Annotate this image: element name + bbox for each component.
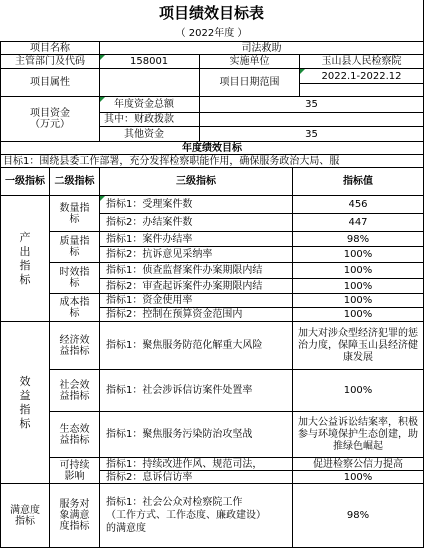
annual-target-heading: 年度绩效目标: [0, 142, 424, 155]
total-funds-value: 35: [200, 97, 424, 113]
header-level3: 三级指标: [100, 168, 293, 196]
header-level1: 一级指标: [0, 168, 50, 196]
project-attribute-value: [100, 69, 200, 97]
indicator-row: 指标1：聚焦服务防范化解重大风险: [100, 322, 293, 370]
level2-quantity: 数量指标: [50, 196, 100, 232]
level2-social: 社会效益指标: [50, 370, 100, 412]
indicator-value: 加大对涉众型经济犯罪的惩治力度，保障玉山县经济健康发展: [293, 322, 424, 370]
project-attribute-label: 项目属性: [0, 69, 100, 97]
period-value-blank: [300, 84, 424, 97]
indicator-row: 指标1：资金使用率: [100, 294, 293, 308]
indicator-row: 指标2：抗诉意见采纳率: [100, 247, 293, 263]
level2-cost: 成本指标: [50, 294, 100, 322]
indicator-row: 指标1：社会涉诉信访案件处置率: [100, 370, 293, 412]
project-funds-label: 项目资金 （万元）: [0, 97, 100, 142]
level1-output: 产出指标: [0, 196, 50, 322]
indicator-value: 100%: [293, 471, 424, 484]
indicator-row: 指标1：聚焦服务污染防治攻坚战: [100, 412, 293, 458]
indicator-value: 100%: [293, 263, 424, 279]
indicator-value: 加大公益诉讼结案率，积极参与环境保护生态创建，助推绿色崛起: [293, 412, 424, 458]
indicator-row: 指标1：受理案件数: [100, 196, 293, 214]
indicator-value: 100%: [293, 247, 424, 263]
indicator-row: 指标1：社会公众对检察院工作（工作方式、工作态度、廉政建设）的满意度: [100, 484, 293, 548]
other-funds-value: 35: [200, 127, 424, 142]
indicator-value: 456: [293, 196, 424, 214]
indicator-row: 指标1：案件办结率: [100, 232, 293, 247]
indicator-row: 指标2：控制在预算资金范围内: [100, 308, 293, 322]
indicator-row: 指标2：息诉信访率: [100, 471, 293, 484]
indicator-row: 指标1：持续改进作风、规范司法，: [100, 458, 293, 471]
indicator-value: 98%: [293, 484, 424, 548]
level2-ecological: 生态效益指标: [50, 412, 100, 458]
indicator-value: 447: [293, 214, 424, 232]
department-label: 主管部门及代码: [0, 55, 100, 69]
year-label: （ 2022年度 ）: [0, 26, 424, 42]
indicator-value: 98%: [293, 232, 424, 247]
fiscal-funds-label: 其中：财政拨款: [100, 113, 200, 127]
total-funds-label: 年度资金总额: [100, 97, 200, 113]
header-value: 指标值: [293, 168, 424, 196]
indicator-row: 指标2：审查起诉案件办案期限内结: [100, 279, 293, 294]
level1-benefit: 效益指标: [0, 322, 50, 484]
level2-service-satisfaction: 服务对象满意度指标: [50, 484, 100, 548]
indicator-value: 100%: [293, 308, 424, 322]
fiscal-funds-value: [200, 113, 424, 127]
indicator-value: 100%: [293, 294, 424, 308]
level2-quality: 质量指标: [50, 232, 100, 263]
indicator-value: 促进检察公信力提高: [293, 458, 424, 471]
level2-sustainable: 可持续影响: [50, 458, 100, 484]
annual-target-goal: 目标1：围绕县委工作部署，充分发挥检察职能作用，确保服务政治大局、服: [0, 155, 424, 168]
indicator-value: 100%: [293, 370, 424, 412]
level1-satisfaction: 满意度指标: [0, 484, 50, 548]
period-value: 2022.1-2022.12: [300, 69, 424, 84]
page-title: 项目绩效目标表: [0, 0, 424, 26]
other-funds-label: 其他资金: [100, 127, 200, 142]
header-level2: 二级指标: [50, 168, 100, 196]
period-label: 项目日期范围: [200, 69, 300, 97]
department-code: 158001: [100, 55, 200, 69]
indicator-row: 指标1：侦查监督案件办案期限内结: [100, 263, 293, 279]
project-name-value: 司法救助: [100, 42, 424, 55]
indicator-row: 指标2：办结案件数: [100, 214, 293, 232]
implementing-unit-label: 实施单位: [200, 55, 300, 69]
level2-timeliness: 时效指标: [50, 263, 100, 294]
indicator-value: 100%: [293, 279, 424, 294]
level2-economic: 经济效益指标: [50, 322, 100, 370]
implementing-unit-value: 玉山县人民检察院: [300, 55, 424, 69]
project-name-label: 项目名称: [0, 42, 100, 55]
